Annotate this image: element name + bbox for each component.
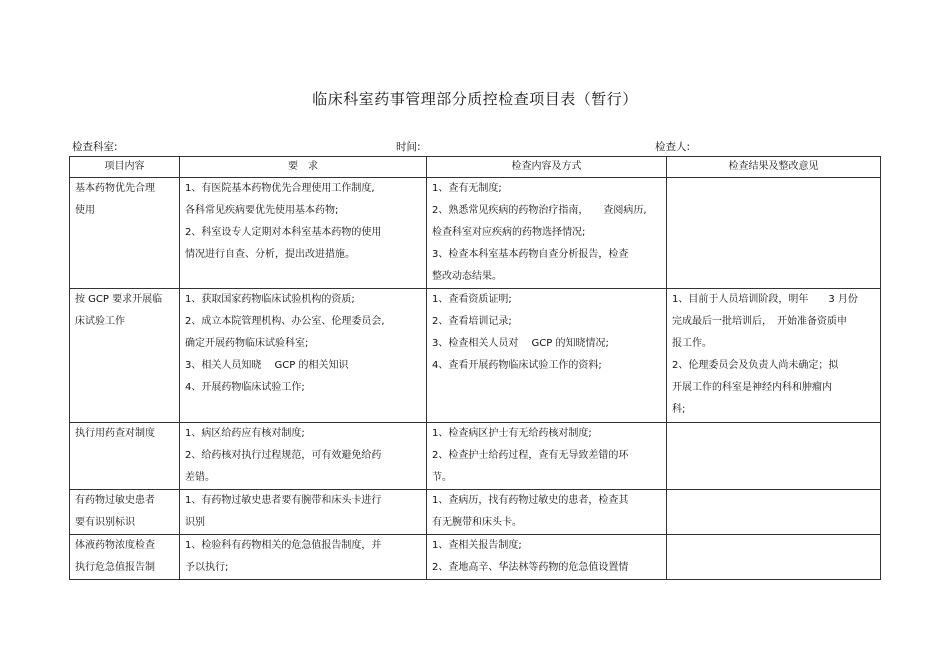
item-cell xyxy=(70,423,180,490)
result-cell xyxy=(667,535,881,580)
requirements-cell xyxy=(180,289,427,423)
cell-text-line: 报工作。 xyxy=(672,338,712,349)
cell-text-line: 要有识别标识 xyxy=(75,517,135,528)
cell-text-line: 1、检查病区护士有无给药核对制度; xyxy=(432,428,592,439)
cell-text-line: 1、获取国家药物临床试验机构的资质; xyxy=(185,294,355,305)
cell-text-line: 予以执行; xyxy=(185,562,229,573)
result-cell xyxy=(667,289,881,423)
requirements-cell xyxy=(180,535,427,580)
table-row xyxy=(70,289,881,423)
cell-text-line: 执行危急值报告制 xyxy=(75,562,155,573)
cell-text-line: 1、检验科有药物相关的危急值报告制度，并 xyxy=(185,540,382,551)
requirements-cell xyxy=(180,178,427,289)
cell-text-line: 2、检查护士给药过程，查有无导致差错的环 xyxy=(432,450,629,461)
result-cell xyxy=(667,490,881,535)
table-header-row xyxy=(70,157,881,178)
cell-text-line: 基本药物优先合理 xyxy=(75,183,155,194)
result-cell xyxy=(667,423,881,490)
cell-text-line: 识别 xyxy=(185,517,205,528)
cell-text-line: 开展工作的科室是神经内科和肿瘤内 xyxy=(672,382,832,393)
cell-text-line: 体液药物浓度检查 xyxy=(75,540,155,551)
cell-text-line: 2、查看培训记录; xyxy=(432,316,512,327)
method-cell xyxy=(427,178,667,289)
cell-text-line: 1、有药物过敏史患者要有腕带和床头卡进行 xyxy=(185,495,382,506)
header-method: 检查内容及方式 xyxy=(427,157,667,178)
requirements-cell xyxy=(180,423,427,490)
cell-text-line: 2、查地高辛、华法林等药物的危急值设置情 xyxy=(432,562,629,573)
cell-text-line: 2、成立本院管理机构、办公室、伦理委员会, xyxy=(185,316,385,327)
page-title: 临床科室药事管理部分质控检查项目表（暂行） xyxy=(312,90,638,108)
cell-text-line: 执行用药查对制度 xyxy=(75,428,155,439)
cell-text-line: 1、有医院基本药物优先合理使用工作制度, xyxy=(185,183,375,194)
method-cell xyxy=(427,535,667,580)
method-cell xyxy=(427,490,667,535)
header-requirements: 要 求 xyxy=(180,157,427,178)
item-cell xyxy=(70,289,180,423)
cell-text-line: 各科常见疾病要优先使用基本药物; xyxy=(185,205,339,216)
cell-text-line: 1、目前于人员培训阶段，明年 3 月份 xyxy=(672,294,858,305)
inspector-label: 检查人: xyxy=(655,141,691,153)
cell-text-line: 床试验工作 xyxy=(75,316,125,327)
time-label: 时间: xyxy=(396,141,421,153)
method-cell xyxy=(427,423,667,490)
result-cell xyxy=(667,178,881,289)
cell-text-line: 1、查相关报告制度; xyxy=(432,540,522,551)
method-cell xyxy=(427,289,667,423)
cell-text-line: 4、开展药物临床试验工作; xyxy=(185,382,305,393)
cell-text-line: 确定开展药物临床试验科室; xyxy=(185,338,309,349)
cell-text-line: 检查科室对应疾病的药物选择情况; xyxy=(432,227,586,238)
cell-text-line: 3、相关人员知晓 GCP 的相关知识 xyxy=(185,360,349,371)
cell-text-line: 按 GCP 要求开展临 xyxy=(75,294,163,305)
cell-text-line: 完成最后一批培训后， 开始准备资质申 xyxy=(672,316,847,327)
cell-text-line: 2、熟悉常见疾病的药物治疗指南， 查阅病历, xyxy=(432,205,647,216)
header-item: 项目内容 xyxy=(70,157,180,178)
cell-text-line: 1、查看资质证明; xyxy=(432,294,512,305)
requirements-cell xyxy=(180,490,427,535)
inspection-table xyxy=(69,156,881,580)
cell-text-line: 2、给药核对执行过程规范，可有效避免给药 xyxy=(185,450,382,461)
cell-text-line: 科; xyxy=(672,404,686,415)
table-row xyxy=(70,490,881,535)
cell-text-line: 2、伦理委员会及负责人尚未确定；拟 xyxy=(672,360,839,371)
item-cell xyxy=(70,178,180,289)
cell-text-line: 1、查病历，找有药物过敏史的患者，检查其 xyxy=(432,495,629,506)
cell-text-line: 有药物过敏史患者 xyxy=(75,495,155,506)
cell-text-line: 3、检查本科室基本药物自查分析报告，检查 xyxy=(432,249,629,260)
cell-text-line: 1、病区给药应有核对制度; xyxy=(185,428,305,439)
cell-text-line: 使用 xyxy=(75,205,95,216)
cell-text-line: 整改动态结果。 xyxy=(432,271,502,282)
cell-text-line: 差错。 xyxy=(185,472,215,483)
table-row xyxy=(70,535,881,580)
header-result: 检查结果及整改意见 xyxy=(667,157,881,178)
cell-text-line: 3、检查相关人员对 GCP 的知晓情况; xyxy=(432,338,609,349)
cell-text-line: 有无腕带和床头卡。 xyxy=(432,517,522,528)
cell-text-line: 1、查有无制度; xyxy=(432,183,502,194)
cell-text-line: 2、科室设专人定期对本科室基本药物的使用 xyxy=(185,227,382,238)
item-cell xyxy=(70,535,180,580)
table-row xyxy=(70,178,881,289)
table-row xyxy=(70,423,881,490)
item-cell xyxy=(70,490,180,535)
cell-text-line: 情况进行自查、分析，提出改进措施。 xyxy=(185,249,355,260)
cell-text-line: 节。 xyxy=(432,472,452,483)
cell-text-line: 4、查看开展药物临床试验工作的资料; xyxy=(432,360,602,371)
dept-label: 检查科室: xyxy=(72,141,118,153)
